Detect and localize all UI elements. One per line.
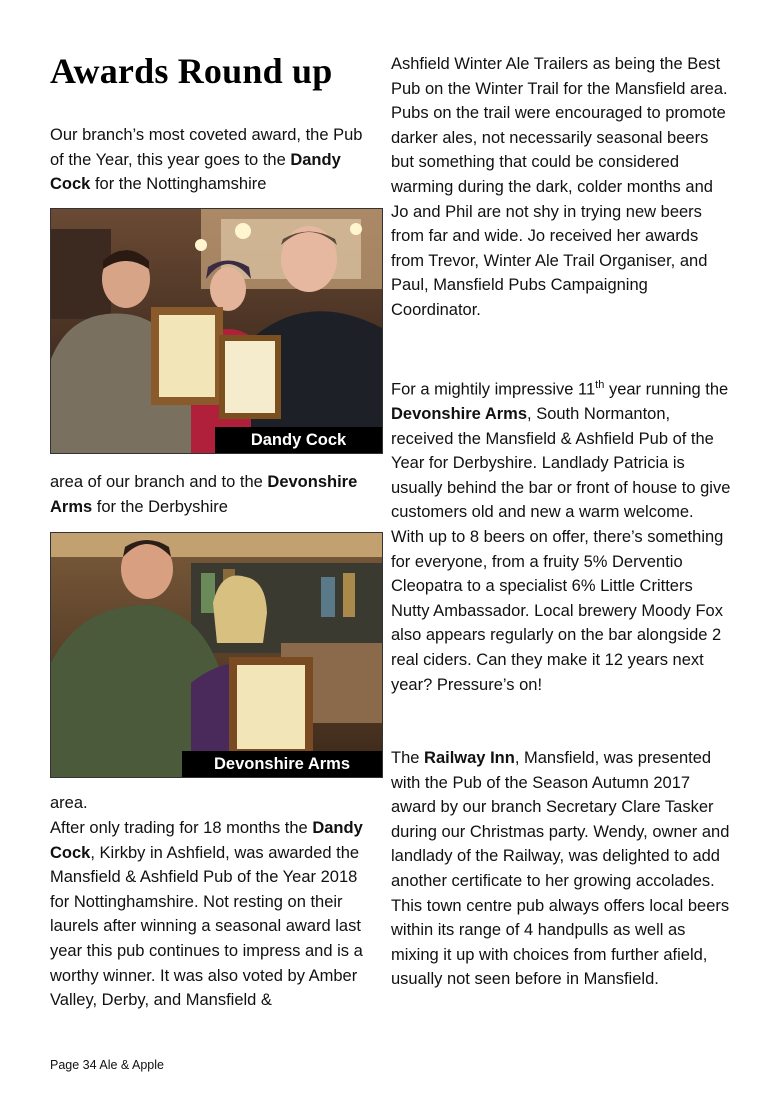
photo-dandy-cock-image [51,209,383,454]
right-p2-text-d: , South Normanton, received the Mansfield & Ashfield Pub of the Year for Derbyshire. Landlady Patricia is usually behind the bar or front of house to give customers old and new a warm welcome. With up to 8 beers on offer, there’s something for everyone, from a fruity 5% Derventio Cleopatra to a specialist 6% Little Critters Nutty Ambassador. Local brewery Moody Fox also appears regularly on the bar alongside 2 real ciders. Can they make it 12 years next year? Pressure’s on! [391,405,731,694]
left-p4-pub-name: Dandy Cock [50,819,363,862]
left-p2-text-c: for the Derbyshire [92,497,228,516]
right-paragraph-1: Ashfield Winter Ale Trailers as being the Best Pub on the Winter Trail for the Mansfield area. Pubs on the trail were encouraged to promote darker ales, not necessarily seasonal beers but something that could be considered warming during the dark, colder months and Jo and Phil are not shy in trying new beers from far and wide. Jo received her awards from Trevor, Winter Ale Trail Organiser, and Paul, Mansfield Pubs Campaigning Coordinator. [391,55,728,319]
left-p2-pub-name: Devonshire Arms [50,473,358,516]
left-p1-text-c: for the Nottinghamshire [90,175,267,194]
left-paragraph-4 [50,816,380,1013]
right-p2-text-b: year running the [604,380,729,399]
page-footer: Page 34 Ale & Apple [50,1058,164,1072]
photo-caption-dandy-cock: Dandy Cock [215,427,382,453]
left-paragraph-3: area. [50,794,88,812]
right-p2-superscript: th [595,379,605,391]
photo-devonshire-arms-image [51,533,383,778]
article-title: Awards Round up [50,51,333,91]
right-p3-pub-name: Railway Inn [424,749,515,767]
photo-devonshire-arms [50,532,383,778]
left-p1-text-a: Our branch’s most coveted award, the Pub of the Year, this year goes to the [50,126,363,169]
left-p1-pub-name: Dandy Cock [50,150,341,194]
left-p2-text-a: area of our branch and to the [50,473,268,491]
photo-dandy-cock [50,208,383,454]
left-p4-text-a: After only trading for 18 months the [50,819,313,837]
right-p2-text-a: For a mightily impressive 11 [391,380,596,399]
right-p3-text-c: , Mansfield, was presented with the Pub of the Season Autumn 2017 award by our branch Secretary Clare Tasker during our Christmas party. Wendy, owner and landlady of the Railway, was delighted to add another certificate to her growing accolades. This town centre pub always offers local beers within its range of 4 handpulls as well as mixing it up with choices from further afield, usually not seen before in Mansfield. [391,749,730,989]
right-p3-text-a: The [391,749,425,767]
photo-caption-devonshire-arms: Devonshire Arms [182,751,382,777]
right-paragraph-3 [391,746,731,992]
left-p4-text-c: , Kirkby in Ashfield, was awarded the Mansfield & Ashfield Pub of the Year 2018 for Nottinghamshire. Not resting on their laurels after winning a seasonal award last year this pub continues to impress and is a worthy winner. It was also voted by Amber Valley, Derby, and Mansfield & [50,843,363,1010]
left-paragraph-1 [50,123,380,197]
right-paragraph-2 [391,373,731,697]
right-p2-pub-name: Devonshire Arms [391,405,528,424]
left-paragraph-2 [50,470,380,519]
